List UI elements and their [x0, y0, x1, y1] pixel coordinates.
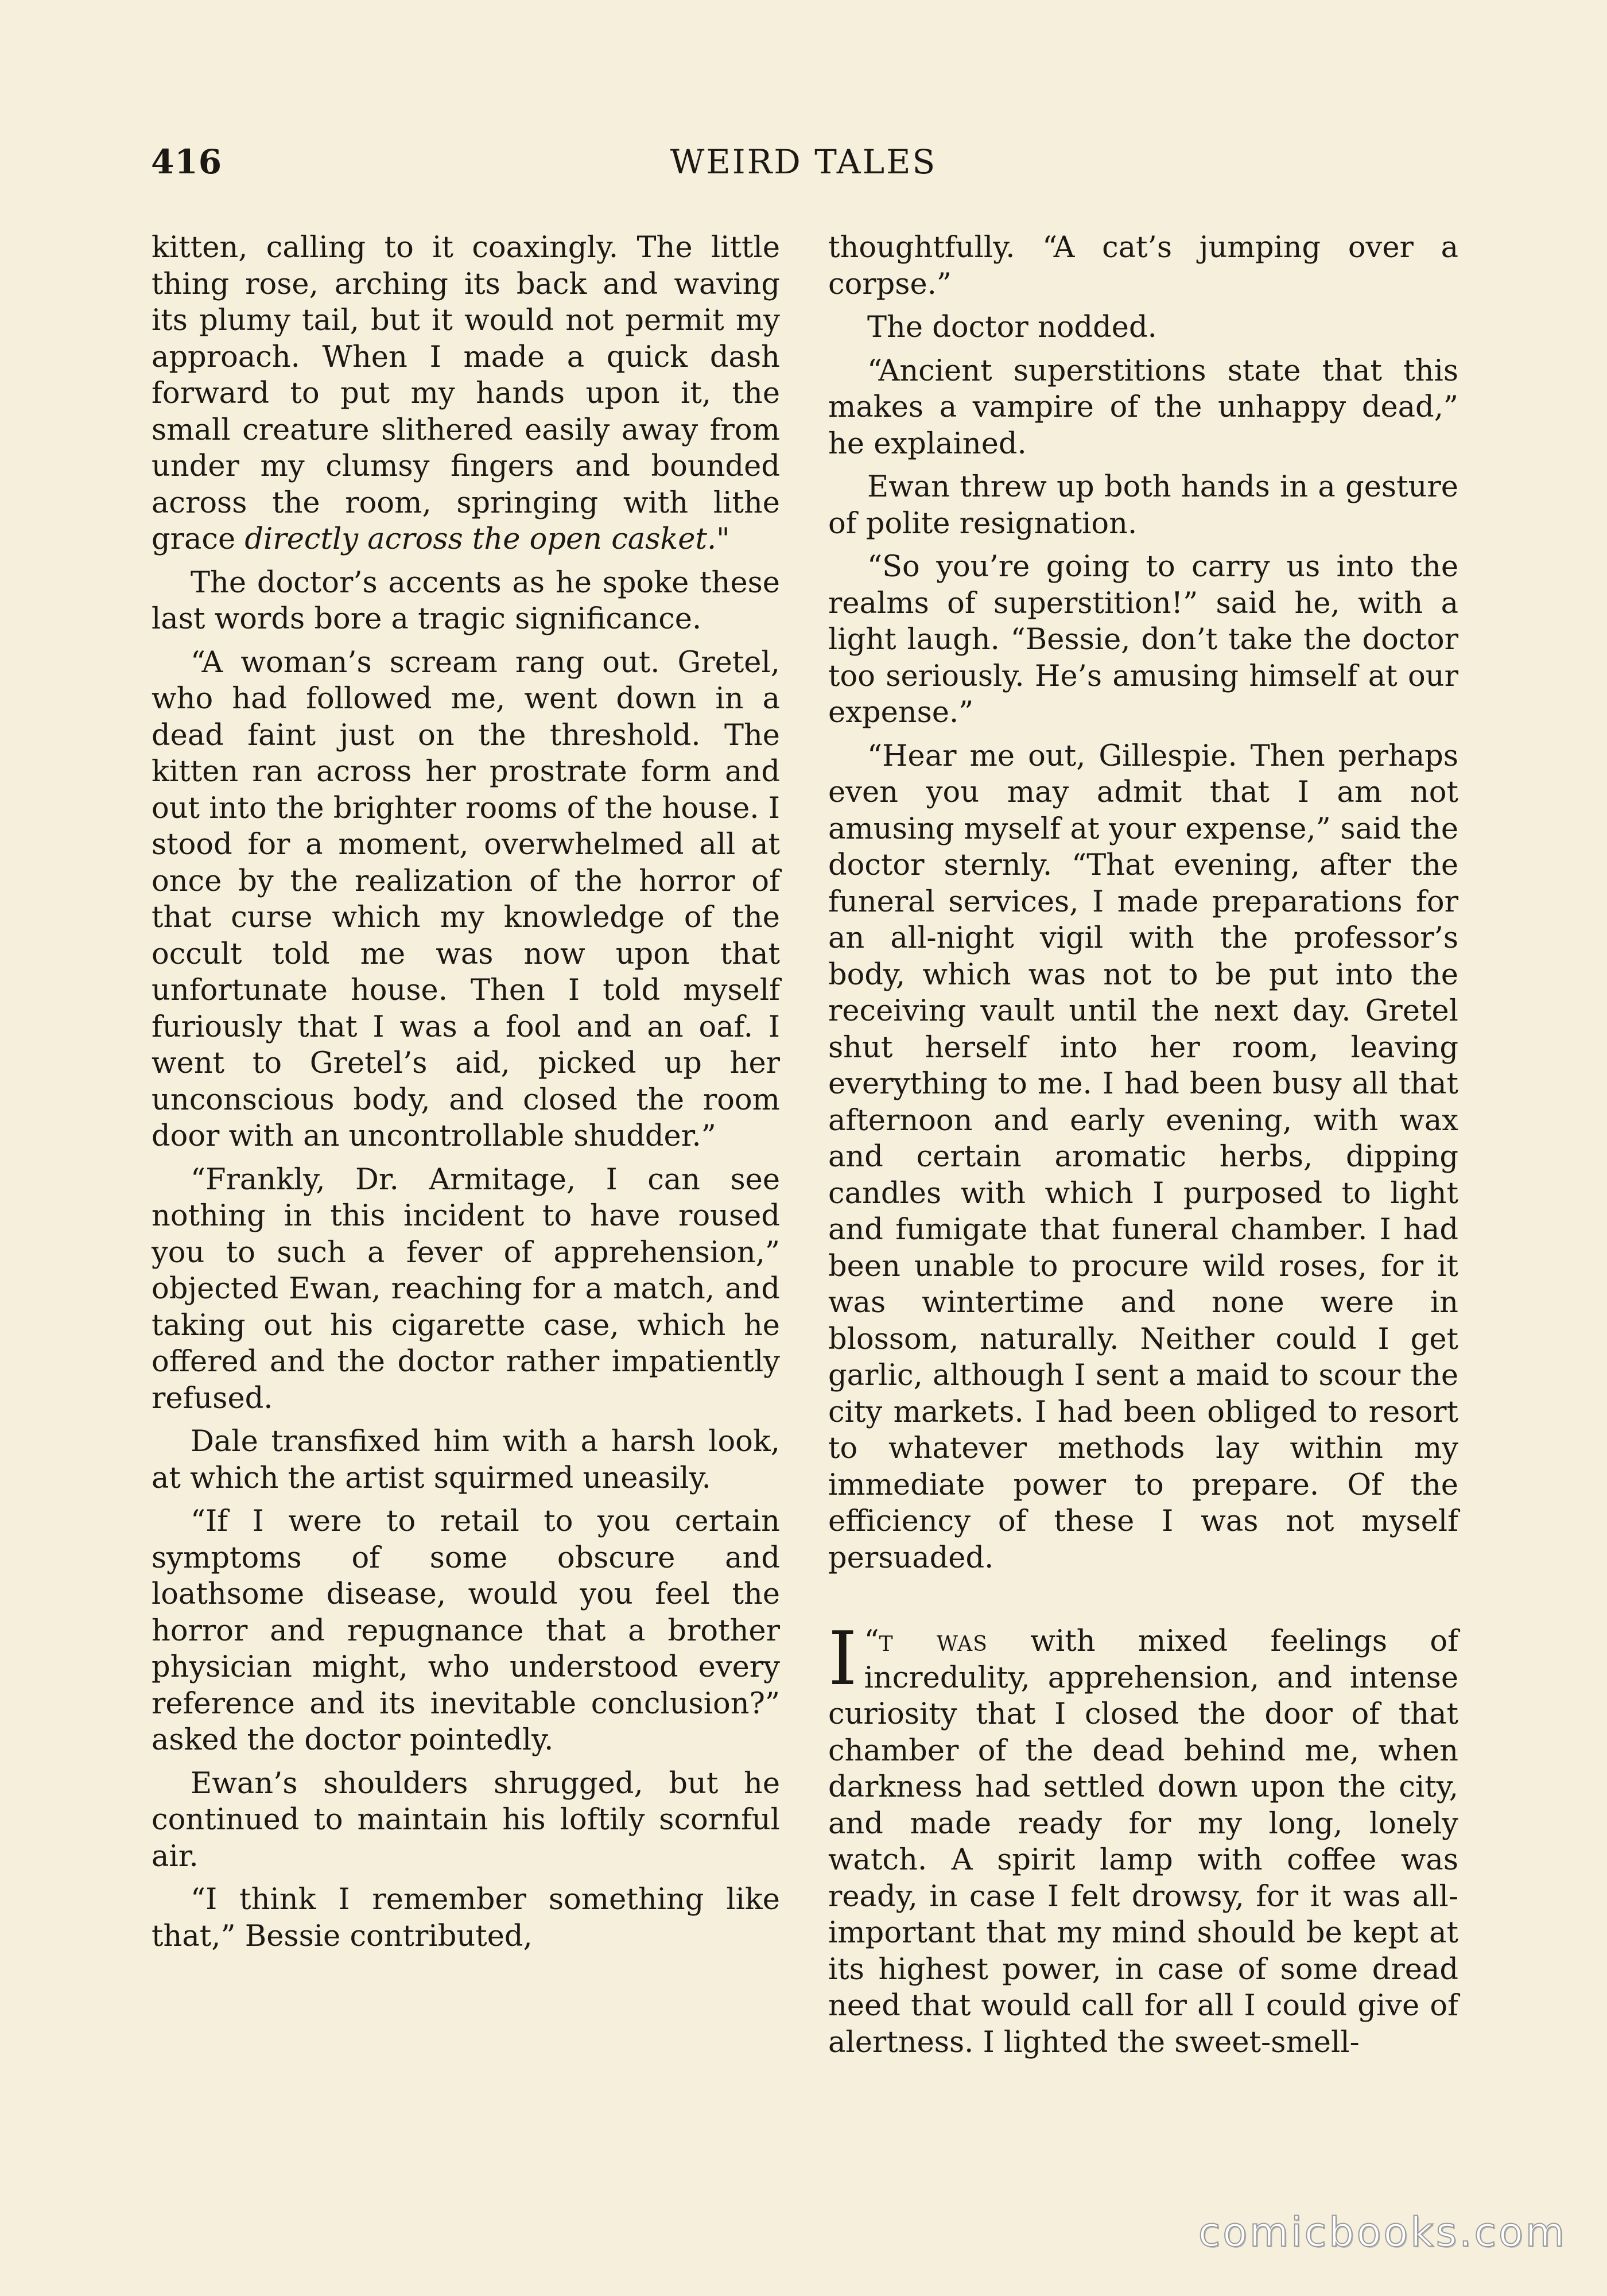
- paragraph: “Ancient superstitions state that this makes a vampire of the unhappy dead,” he explained.: [828, 354, 1458, 461]
- watermark-logo: comicbooks.com: [1198, 2209, 1567, 2256]
- small-caps-text: t was: [879, 1624, 988, 1658]
- paragraph: Dale transfixed him with a harsh look, at which the artist squirmed uneasily.: [152, 1425, 780, 1495]
- opening-quote: “: [864, 1624, 879, 1658]
- paragraph: The doctor’s accents as he spoke these last words bore a tragic significance.: [152, 565, 780, 636]
- italic-text: directly across the open casket.": [244, 522, 730, 556]
- running-head: WEIRD TALES: [670, 142, 937, 181]
- paragraph: The doctor nodded.: [867, 311, 1157, 344]
- paragraph: thoughtfully. “A cat’s jumping over a corpse.”: [828, 231, 1458, 301]
- paragraph: “A woman’s scream rang out. Gretel, who had followed me, went down in a dead faint just on the threshold. The kitten ran across her prostrate form and out into the brighter rooms of the house. I stood for a moment, overwhelmed all at once by the realization of the horror of that curse which my knowledge of the occult told me was now upon that unfortunate house. Then I told myself furiously that I was a fool and an oaf. I went to Gretel’s aid, picked up her unconscious body, and closed the room door with an uncontrollable shudder.”: [152, 645, 780, 1153]
- drop-cap: I: [828, 1616, 857, 1702]
- paragraph-text: kitten, calling to it coaxingly. The little thing rose, arching its back and waving its plumy tail, but it would not permit my approach. When I made a quick dash forward to put my hands upon it, the small creature slithered easily away from under my clumsy fingers and bounded across the room, springing with lithe grace: [152, 231, 780, 556]
- paragraph: “Hear me out, Gillespie. Then perhaps even you may admit that I am not amusing myself at your expense,” said the doctor sternly. “That evening, after the funeral services, I made preparations for an all-night vigil with the professor’s body, which was not to be put into the receiving vault until the next day. Gretel shut herself into her room, leaving everything to me. I had been busy all that afternoon and early evening, with wax and certain aromatic herbs, dipping candles with which I purposed to light and fumigate that funeral chamber. I had been unable to procure wild roses, for it was wintertime and none were in blossom, naturally. Neither could I get garlic, although I sent a maid to scour the city markets. I had been obliged to resort to whatever methods lay within my immediate power to prepare. Of the efficiency of these I was not myself persuaded.: [828, 739, 1458, 1575]
- paragraph: [828, 1616, 1458, 2061]
- paragraph: Ewan’s shoulders shrugged, but he continued to maintain his loftily scornful air.: [152, 1766, 780, 1874]
- left-column: [152, 230, 780, 1961]
- paragraph-text: with mixed feelings of incredulity, apprehension, and intense curiosity that I closed the door of that chamber of the dead behind me, when darkness had settled down upon the city, and made ready for my long, lonely watch. A spirit lamp with coffee was ready, in case I felt drowsy, for it was all-important that my mind should be kept at its highest power, in case of some dread need that would call for all I could give of alertness. I lighted the sweet-smell-: [828, 1624, 1458, 2060]
- right-column: [828, 230, 1458, 2068]
- page-number: 416: [151, 142, 223, 181]
- paragraph: “If I were to retail to you certain symptoms of some obscure and loathsome disease, would you feel the horror and repugnance that a brother physician might, who understood every reference and its inevitable conclusion?” asked the doctor pointedly.: [152, 1504, 780, 1757]
- section-break: [828, 1583, 1458, 1623]
- paragraph: “I think I remember something like that,” Bessie contributed,: [152, 1883, 780, 1953]
- paragraph: “Frankly, Dr. Armitage, I can see nothing in this incident to have roused you to such a fever of apprehension,” objected Ewan, reaching for a match, and taking out his cigarette case, which he offered and the doctor rather impatiently refused.: [152, 1162, 780, 1415]
- paragraph: “So you’re going to carry us into the realms of superstition!” said he, with a light laugh. “Bessie, don’t take the doctor too seriously. He’s amusing himself at our expense.”: [828, 550, 1458, 730]
- paragraph: Ewan threw up both hands in a gesture of polite resignation.: [828, 470, 1458, 541]
- paragraph: [152, 230, 780, 558]
